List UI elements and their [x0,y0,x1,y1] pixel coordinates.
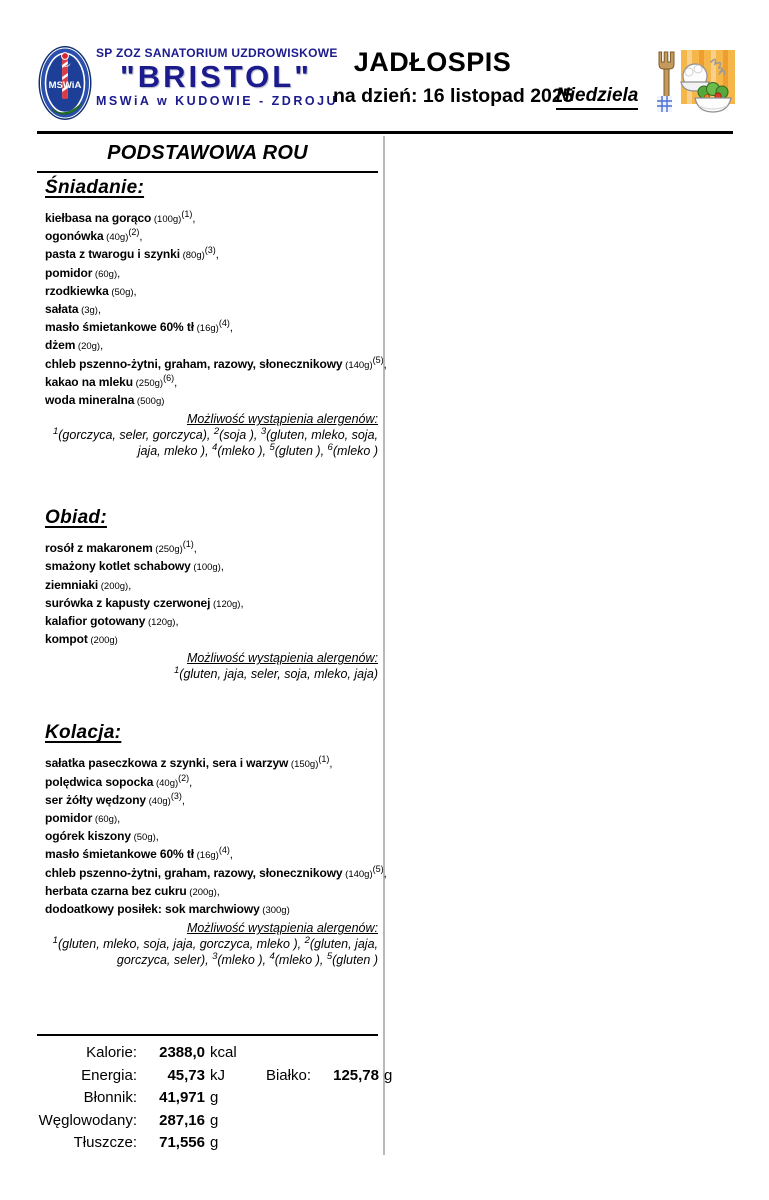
meal-heading: Kolacja: [45,722,122,744]
nutrition-extra [249,1065,392,1088]
weekday-label: Niedziela [556,85,638,110]
menu-item: ogonówka $(40g)^{(2)}$, [45,227,143,244]
menu-item: masło śmietankowe 60% tł $(16g)^{(4)}$, [45,845,233,862]
nutrition-value: 41,971 [159,1089,205,1106]
header-divider [37,131,733,134]
nutrition-value: 125,78 [333,1066,379,1084]
nutrition-label: Węglowodany: [38,1111,137,1129]
menu-item: sałatka paseczkowa z szynki, sera i warzyw $(150g)^{(1)}$, [45,754,333,771]
nutrition-label: Błonnik: [83,1089,137,1106]
page-title: JADŁOSPIS [353,47,512,77]
menu-item: pomidor (60g), [45,265,121,280]
nutrition-row [37,1065,393,1088]
menu-item: polędwica sopocka $(40g)^{(2)}$, [45,772,193,789]
nutrition-row [37,1087,378,1110]
menu-column [37,137,387,968]
menu-item: dżem (20g), [45,338,104,353]
nutrition-divider [37,1034,378,1036]
menu-item: pomidor (60g), [45,811,121,826]
allergen-heading: Możliwość wystąpienia alergenów: [186,921,378,936]
nutrition-summary [37,1034,393,1155]
nutrition-row [37,1042,378,1065]
fork-icon [659,52,674,102]
mswia-logo-icon [38,45,92,121]
menu-item-list [45,754,387,919]
menu-item: woda mineralna (500g) [45,393,165,408]
meal-sections [37,177,387,968]
menu-item: rosół z makaronem $(250g)^{(1)}$, [45,539,197,556]
nutrition-row [37,1110,378,1133]
organisation-name: "BRISTOL" [120,59,312,94]
nutrition-rows [37,1042,393,1155]
menu-item-list [45,209,387,410]
meal-heading: Śniadanie: [45,177,145,198]
menu-item: ser żółty wędzony $(40g)^{(3)}$, [45,790,185,807]
menu-item: ziemniaki (200g), [45,577,132,592]
logo-text: MSWiA [48,80,82,91]
menu-item: herbata czarna bez cukru (200g), [45,883,220,898]
menu-item: sałata (3g), [45,302,102,317]
nutrition-label: Energia: [81,1066,137,1084]
nutrition-unit: kcal [210,1044,237,1061]
nutrition-label: Kalorie: [86,1044,137,1061]
meal-section [37,722,387,968]
nutrition-label: Białko: [265,1066,311,1084]
menu-item-list [45,540,378,649]
nutrition-label: Tłuszcze: [73,1134,137,1151]
diet-title: PODSTAWOWA ROU [107,142,308,164]
allergen-list: $^1$(gorczyca, seler, gorczyca), $^2$(soja ), $^3$(gluten, mleko, soja, jaja, mleko ), $^4$(mleko ), $^5$(gluten ), $^6$(mleko ) [52,426,378,459]
menu-item: kiełbasa na gorąco $(100g)^{(1)}$, [45,209,196,225]
nutrition-unit: kJ [210,1066,225,1084]
menu-item: kompot (200g) [45,632,118,647]
nutrition-row [37,1132,378,1155]
menu-item: ogórek kiszony (50g), [45,829,159,844]
meal-section [37,177,387,459]
menu-item: kalafior gotowany (120g), [45,614,179,629]
nutrition-unit: g [384,1066,393,1084]
allergen-list: $^1$(gluten, mleko, soja, jaja, gorczyca, mleko ), $^2$(gluten, jaja, gorczyca, seler), $^3$(mleko ), $^4$(mleko ), $^5$(gluten ) [52,935,378,968]
nutrition-value: 2388,0 [159,1044,205,1061]
menu-item: chleb pszenno-żytni, graham, razowy, słonecznikowy $(140g)^{(5)}$, [45,354,387,371]
nutrition-value: 287,16 [159,1111,205,1129]
menu-item: surówka z kapusty czerwonej (120g), [45,595,244,610]
menu-item: smażony kotlet schabowy (100g), [45,559,224,574]
column-divider [383,136,385,1155]
menu-item: dodoatkowy posiłek: sok marchwiowy (300g) [45,902,290,917]
nutrition-unit: g [210,1134,219,1151]
menu-item: rzodkiewka (50g), [45,283,137,298]
organisation-line1: SP ZOZ SANATORIUM UZDROWISKOWE [96,46,338,60]
nutrition-unit: g [210,1111,219,1129]
allergen-list: $^1$(gluten, jaja, seler, soja, mleko, jaja) [173,665,378,682]
organisation-line3: MSWiA w KUDOWIE - ZDROJU [96,94,339,108]
nutrition-unit: g [210,1089,219,1106]
menu-item: masło śmietankowe 60% tł $(16g)^{(4)}$, [45,318,233,335]
menu-item: pasta z twarogu i szynki $(80g)^{(3)}$, [45,245,219,262]
meal-heading: Obiad: [45,507,107,529]
allergen-heading: Możliwość wystąpienia alergenów: [186,412,378,427]
tablecloth-icon [657,96,672,112]
menu-item: chleb pszenno-żytni, graham, razowy, słonecznikowy $(140g)^{(5)}$, [45,863,387,880]
menu-item: kakao na mleku $(250g)^{(6)}$, [45,372,178,389]
diet-title-rule [37,171,378,173]
menu-date: na dzień: 16 listopad 2025 [333,85,574,107]
nutrition-value: 71,556 [159,1134,205,1151]
organisation-block [96,46,339,108]
allergen-heading: Możliwość wystąpienia alergenów: [186,651,378,666]
food-bowls-icon [655,46,740,116]
meal-section [37,507,378,682]
nutrition-value: 45,73 [167,1066,205,1084]
